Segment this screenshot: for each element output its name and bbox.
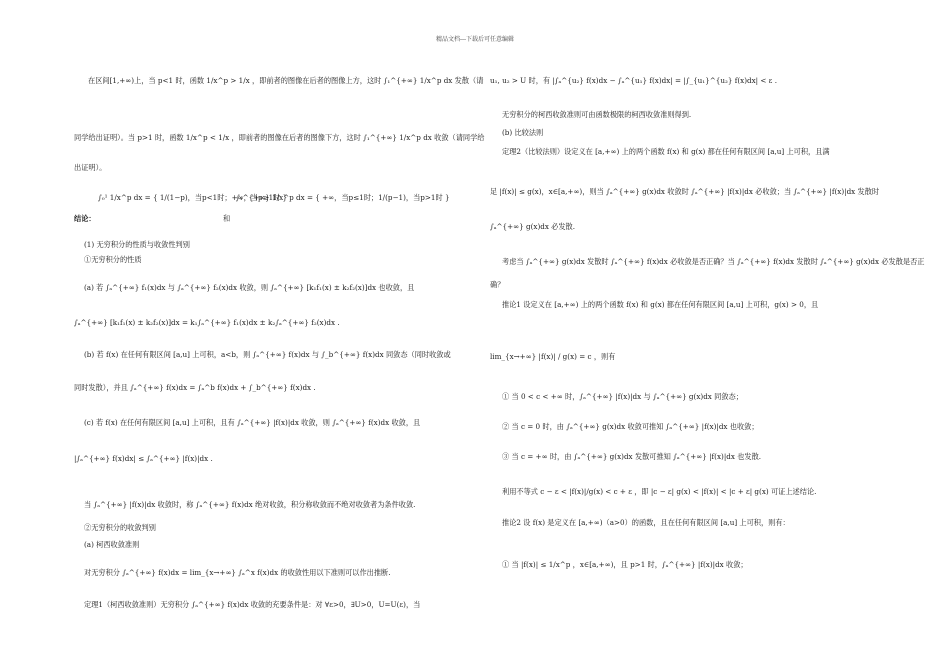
- left-column-line: (b) 若 f(x) 在任何有限区间 [a,u] 上可积，a<b，则 ∫ₐ^{+∞} f(x)dx 与 ∫_b^{+∞} f(x)dx 同敛态（同时收敛或: [84, 350, 451, 359]
- right-column-line: 足 |f(x)| ≤ g(x)，x∈[a,+∞)，则当 ∫ₐ^{+∞} g(x)dx 收敛时 ∫ₐ^{+∞} |f(x)|dx 必收敛；当 ∫ₐ^{+∞} |f(x)|dx 发散时: [490, 187, 880, 196]
- left-column-line: ∫₀¹ 1/x^p dx = { 1/(1−p)，当p<1时；+∞，当p≥1时 }: [98, 193, 288, 202]
- left-column-line: 结论：: [74, 214, 96, 223]
- left-column-line: 出证明）。: [74, 163, 107, 172]
- right-column-line: 无穷积分的柯西收敛准则可由函数极限的柯西收敛准则得到.: [502, 110, 692, 119]
- right-column-line: ① 当 0 < c < +∞ 时，∫ₐ^{+∞} |f(x)|dx 与 ∫ₐ^{+∞} g(x)dx 同敛态；: [502, 392, 743, 401]
- left-column-line: 和: [223, 214, 231, 223]
- left-column-line: ②无穷积分的收敛判别: [84, 523, 156, 532]
- left-column-line: 对无穷积分 ∫ₐ^{+∞} f(x)dx = lim_{x→+∞} ∫ₐ^x f(x)dx 的收敛性用以下准则可以作出推断.: [84, 568, 391, 577]
- left-column-line: ∫ₐ^{+∞} [k₁f₁(x) ± k₂f₂(x)]dx = k₁∫ₐ^{+∞} f₁(x)dx ± k₂∫ₐ^{+∞} f₂(x)dx .: [74, 318, 340, 327]
- left-column-line: 同学给出证明）。当 p>1 时，函数 1/x^p < 1/x ，即前者的图像在后者的图像下方，这时 ∫₁^{+∞} 1/x^p dx 收敛（请同学给: [74, 133, 485, 142]
- left-column-line: 同时发散），并且 ∫ₐ^{+∞} f(x)dx = ∫ₐ^b f(x)dx + ∫_b^{+∞} f(x)dx .: [74, 383, 316, 392]
- left-column-line: |∫ₐ^{+∞} f(x)dx| ≤ ∫ₐ^{+∞} |f(x)|dx .: [74, 454, 213, 463]
- left-column-line: 当 ∫ₐ^{+∞} |f(x)|dx 收敛时，称 ∫ₐ^{+∞} f(x)dx 绝对收敛，积分称收敛而不绝对收敛者为条件收敛.: [84, 500, 416, 509]
- right-column-line: 推论1 设定义在 [a,+∞) 上的两个函数 f(x) 和 g(x) 都在任何有限区间 [a,u] 上可积，g(x) > 0，且: [502, 300, 819, 309]
- left-column-line: ①无穷积分的性质: [84, 255, 142, 264]
- left-column-line: (1) 无穷积分的性质与收敛性判别: [84, 240, 190, 249]
- right-column-line: 利用不等式 c − ε < |f(x)|/g(x) < c + ε ，即 |c − ε| g(x) < |f(x)| < |c + ε| g(x) 可证上述结论.: [502, 487, 817, 496]
- right-column-line: 考虑当 ∫ₐ^{+∞} g(x)dx 发散时 ∫ₐ^{+∞} f(x)dx 必收敛是否正确？当 ∫ₐ^{+∞} f(x)dx 发散时 ∫ₐ^{+∞} g(x)dx 必发散是否正: [502, 257, 925, 266]
- right-column-line: 定理2（比较法则）设定义在 [a,+∞) 上的两个函数 f(x) 和 g(x) 都在任何有限区间 [a,u] 上可积，且满: [502, 147, 830, 156]
- right-column-line: ② 当 c = 0 时，由 ∫ₐ^{+∞} g(x)dx 收敛可推知 ∫ₐ^{+∞} |f(x)|dx 也收敛；: [502, 422, 759, 431]
- right-column-line: ∫ₐ^{+∞} g(x)dx 必发散.: [490, 222, 576, 231]
- right-column-line: u₁, u₂ > U 时，有 |∫ₐ^{u₂} f(x)dx − ∫ₐ^{u₁} f(x)dx| = |∫_{u₁}^{u₂} f(x)dx| < ε .: [490, 76, 777, 85]
- left-column-line: (a) 若 ∫ₐ^{+∞} f₁(x)dx 与 ∫ₐ^{+∞} f₂(x)dx 收敛，则 ∫ₐ^{+∞} [k₁f₁(x) ± k₂f₂(x)]dx 也收敛，且: [84, 283, 415, 292]
- right-column-line: ③ 当 c = +∞ 时，由 ∫ₐ^{+∞} g(x)dx 发散可推知 ∫ₐ^{+∞} |f(x)|dx 也发散.: [502, 452, 762, 461]
- left-column-line: 在区间[1,+∞)上，当 p<1 时，函数 1/x^p > 1/x ，即前者的图像在后者的图像上方，这时 ∫₁^{+∞} 1/x^p dx 发散（请: [88, 76, 484, 85]
- right-column-line: 推论2 设 f(x) 是定义在 [a,+∞)（a>0）的函数，且在任何有限区间 [a,u] 上可积，则有：: [502, 518, 790, 527]
- left-column-line: (c) 若 f(x) 在任何有限区间 [a,u] 上可积，且有 ∫ₐ^{+∞} |f(x)|dx 收敛，则 ∫ₐ^{+∞} f(x)dx 收敛，且: [84, 418, 421, 427]
- right-column-line: lim_{x→+∞} |f(x)| / g(x) = c ，则有: [490, 352, 616, 361]
- left-column-line: 定理1（柯西收敛准则）无穷积分 ∫ₐ^{+∞} f(x)dx 收敛的充要条件是：对 ∀ε>0，∃U>0，U=U(ε)，当: [84, 600, 421, 609]
- left-column-line: ∫₁^{+∞} 1/x^p dx = { +∞，当p≤1时；1/(p−1)，当p>1时 }: [236, 193, 450, 202]
- right-column-line: 确？: [490, 280, 505, 289]
- left-column-line: (a) 柯西收敛准则: [84, 540, 140, 549]
- right-column-line: ① 当 |f(x)| ≤ 1/x^p ，x∈[a,+∞)，且 p>1 时，∫ₐ^{+∞} |f(x)|dx 收敛；: [502, 560, 748, 569]
- page-header: 精品文档---下载后可任意编辑: [435, 36, 515, 43]
- right-column-line: (b) 比较法则: [502, 128, 544, 137]
